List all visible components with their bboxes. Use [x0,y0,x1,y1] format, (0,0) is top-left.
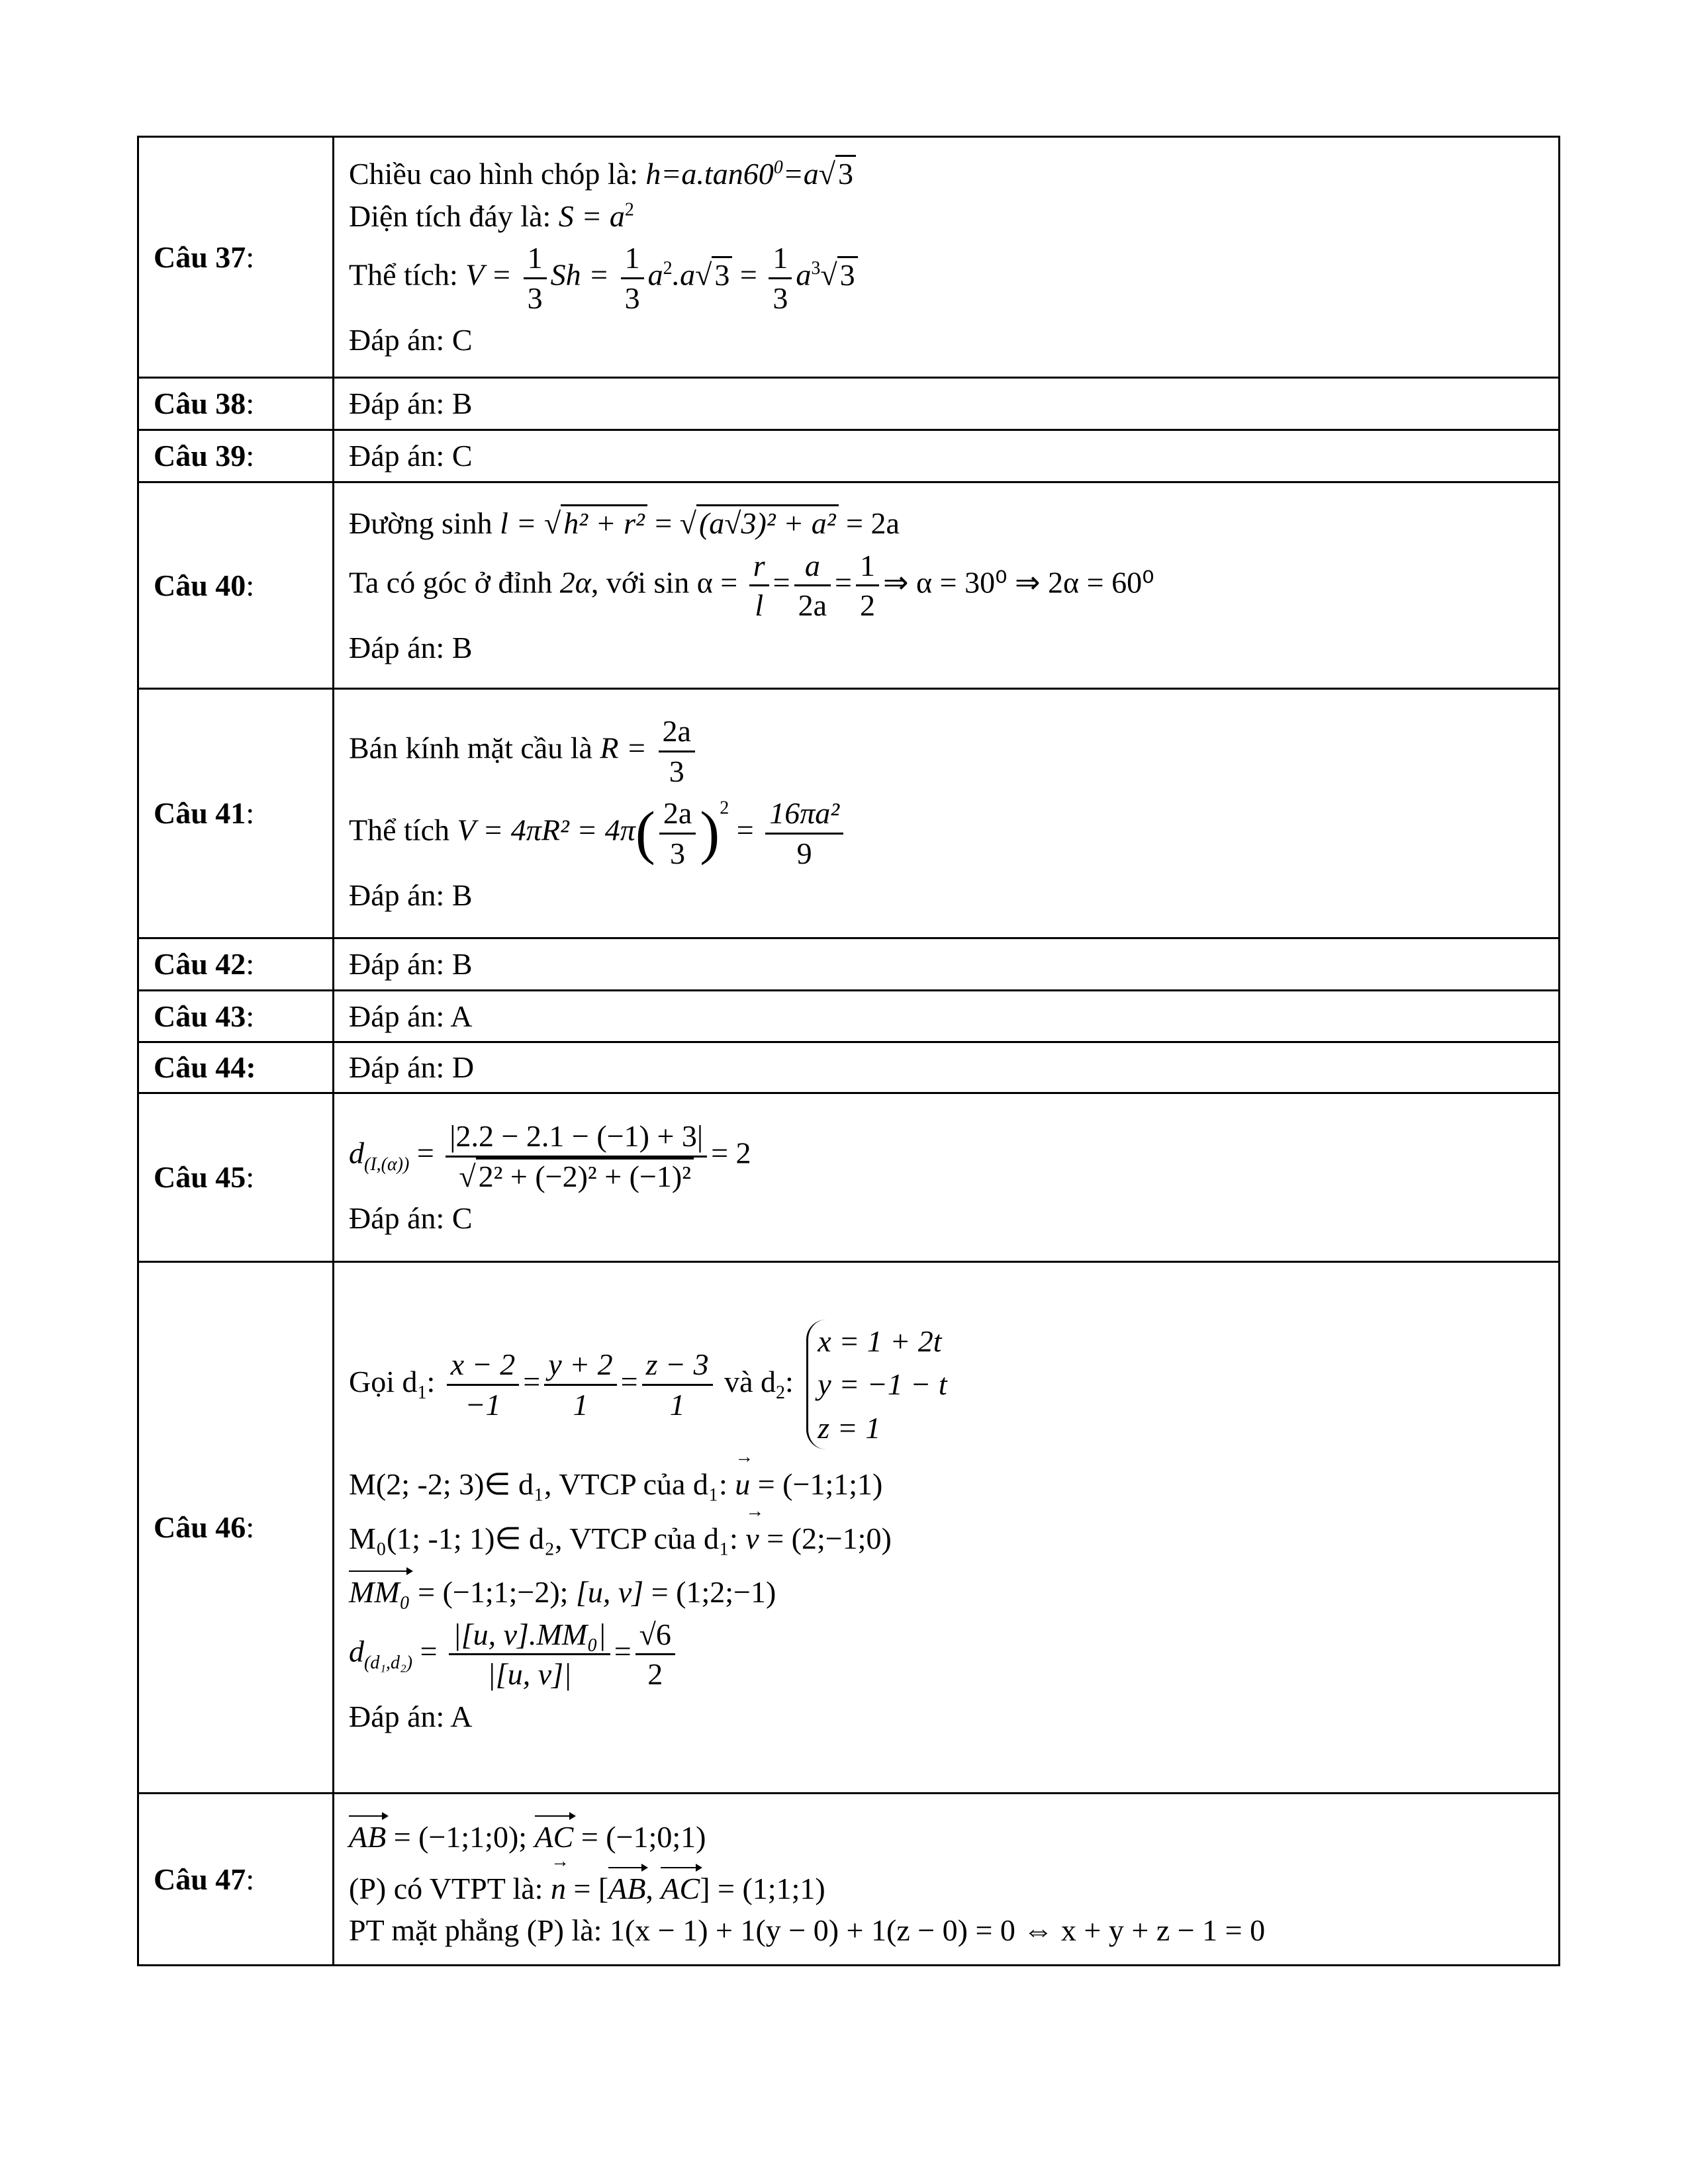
answer: Đáp án: B [334,378,1560,430]
table-row [138,137,1560,378]
table-row: Câu 39: Đáp án: C [138,430,1560,482]
table-row: Câu 44: Đáp án: D [138,1042,1560,1093]
answer-table [137,136,1560,1966]
table-row: Câu 43: Đáp án: A [138,991,1560,1042]
answer: Đáp án: A [334,991,1560,1042]
solution-cell: Đường sinh l = √h² + r² = √(a√3)² + a² = 2a Ta có góc ở đỉnh 2α, với sin α = $\frac{r}{l}$ = $\frac{a}{2a}$ = $\frac{1}{2}$ ⇒ α = 30⁰ ⇒ 2α = 60⁰ Đáp án: B [334,482,1560,689]
question-label: Câu 37: [138,137,334,378]
table-row: Câu 46: Gọi $d_1$: $\frac{x - 2}{-1}$ = $\frac{y + 2}{1}$ = $\frac{z - 3}{1}$ và $d_2$: x = 1 + 2t y = −1 − t z = 1 M(2; -2; 3)∈ d₁, VTCP của d₁: → u = (−1;1;1) M₀(1; -1; 1)∈ d₂, VTCP của d₁: → v = (2;−1;0) MM₀ = (−1;1;−2); [u, v] = (1;2;−1) $d_{(d_1,d_2)}$ = $\frac{\text{|[u, v].MM₀|}}{|[u, v]|}$ = $\frac{√6}{2}$ Đáp án: A [138,1262,1560,1794]
solution-cell: Gọi $d_1$: $\frac{x - 2}{-1}$ = $\frac{y + 2}{1}$ = $\frac{z - 3}{1}$ và $d_2$: x = 1 + 2t y = −1 − t z = 1 M(2; -2; 3)∈ d₁, VTCP của d₁: → u = (−1;1;1) M₀(1; -1; 1)∈ d₂, VTCP của d₁: → v = (2;−1;0) MM₀ = (−1;1;−2); [u, v] = (1;2;−1) $d_{(d_1,d_2)}$ = $\frac{\text{|[u, v].MM₀|}}{|[u, v]|}$ = $\frac{√6}{2}$ Đáp án: A [334,1262,1560,1794]
answer: Đáp án: B [349,878,473,913]
solution-cell: AB = (−1;1;0); AC = (−1;0;1) (P) có VTPT là: → n = [AB, AC] = (1;1;1) PT mặt phẳng (P) là: 1(x − 1) + 1(y − 0) + 1(z − 0) = 0 ⇔ x + y + z − 1 = 0 [334,1794,1560,1966]
answer: Đáp án: D [334,1042,1560,1093]
answer: Đáp án: C [334,430,1560,482]
answer: Đáp án: B [334,938,1560,991]
solution-cell: $d_{(I,(\alpha))}$ = $\frac{|2.2 - 2.1 - (-1) + 3|}{\text{√2² + (−2)² + (−1)²}}$ = 2 Đáp án: C [334,1093,1560,1262]
answer: Đáp án: B [349,630,473,664]
answer: Đáp án: C [349,323,473,357]
table-row: Câu 40: Đường sinh l = √h² + r² = √(a√3)² + a² = 2a Ta có góc ở đỉnh 2α, với sin α = $\frac{r}{l}$ = $\frac{a}{2a}$ = $\frac{1}{2}$ ⇒ α = 30⁰ ⇒ 2α = 60⁰ Đáp án: B [138,482,1560,689]
answer: Đáp án: A [349,1699,473,1733]
table-row: Câu 45: $d_{(I,(\alpha))}$ = $\frac{|2.2 - 2.1 - (-1) + 3|}{\text{√2² + (−2)² + (−1)²}}$ = 2 Đáp án: C [138,1093,1560,1262]
table-row: Câu 38: Đáp án: B [138,378,1560,430]
table-row: Câu 41: Bán kính mặt cầu là R = $\frac{2a}{3}$ Thể tích V = 4πR² = 4π( $\frac{2a}{3}$ )$^2$ = $\frac{\text{16πa²}}{9}$ Đáp án: B [138,689,1560,938]
answer: Đáp án: C [349,1201,473,1236]
table-row: Câu 47: AB = (−1;1;0); AC = (−1;0;1) (P) có VTPT là: → n = [AB, AC] = (1;1;1) PT mặt phẳng (P) là: 1(x − 1) + 1(y − 0) + 1(z − 0) = 0 ⇔ x + y + z − 1 = 0 [138,1794,1560,1966]
table-row: Câu 42: Đáp án: B [138,938,1560,991]
solution-cell: Bán kính mặt cầu là R = $\frac{2a}{3}$ Thể tích V = 4πR² = 4π( $\frac{2a}{3}$ )$^2$ = $\frac{\text{16πa²}}{9}$ Đáp án: B [334,689,1560,938]
solution-cell: Chiều cao hình chóp là: $h=a.\tan 60^0=a√3$ Diện tích đáy là: $S = a^2$ Thể tích: V = $\frac{1}{3}$ Sh = $\frac{1}{3}$ $a^2.a√3$ = $\frac{1}{3}$ $a^3√3$ Đáp án: C [334,137,1560,378]
